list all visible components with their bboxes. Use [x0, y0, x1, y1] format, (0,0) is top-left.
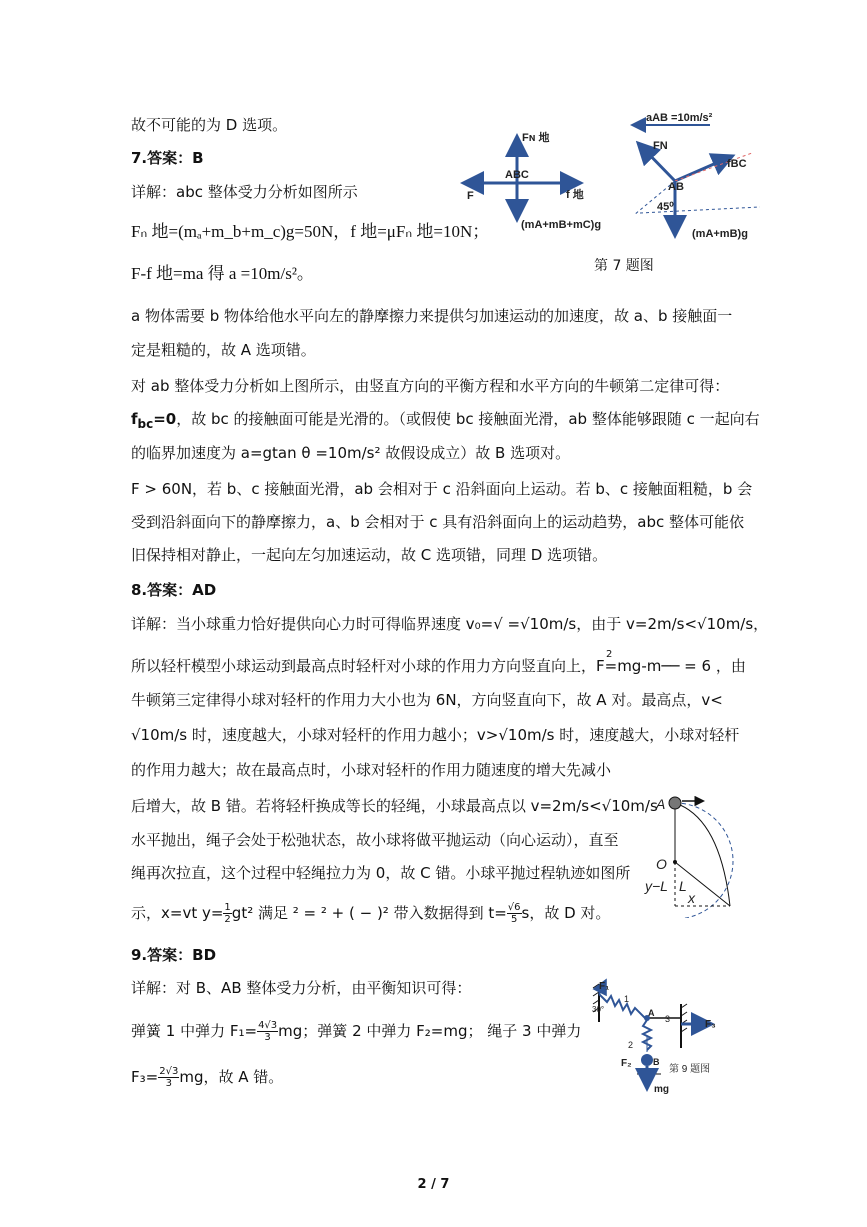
text-segment: s，故 D 对。	[521, 904, 611, 922]
abc-label: ABC	[505, 169, 529, 181]
fn-label: FN	[653, 140, 668, 152]
angle-label: 45⁰	[657, 201, 674, 213]
text-line: 详解：abc 整体受力分析如图所示	[131, 183, 358, 201]
f-ground-label: f 地	[566, 189, 584, 201]
superscript: 2	[606, 649, 613, 660]
fig9-diagram	[585, 978, 725, 1096]
x-label: x	[688, 890, 695, 906]
angle-30-label: 30°	[592, 1005, 605, 1014]
fbc-subscript: bc	[137, 417, 154, 431]
ab-label: AB	[668, 181, 684, 193]
f3-label: F₃	[705, 1019, 716, 1030]
point-o-label: O	[656, 856, 667, 872]
gravity-ab-label: (mA+mB)g	[692, 228, 748, 240]
text-segment: F₃=	[131, 1068, 159, 1086]
formula-line: Fₙ 地=(mₐ+m_b+m_c)g=50N，f 地=μFₙ 地=10N；	[131, 222, 490, 241]
text-line: 水平抛出，绳子会处于松弛状态，故小球将做平抛运动（向心运动），直至	[131, 831, 619, 849]
text-line	[131, 1020, 581, 1043]
fbc-label: fBC	[727, 158, 747, 170]
formula-line: F-f 地=ma 得 a =10m/s²。	[131, 264, 314, 283]
text-line: 受到沿斜面向下的静摩擦力，a、b 会相对于 c 具有沿斜面向上的运动趋势，abc 整体可能依	[131, 513, 744, 531]
fraction: $\frac{√6}{5}$	[507, 902, 521, 925]
text-segment: mg，故 A 错。	[179, 1068, 284, 1086]
rope3-number: 3	[665, 1014, 671, 1024]
text-line: 牛顿第三定律得小球对轻杆的作用力大小也为 6N，方向竖直向下，故 A 对。最高点，v<	[131, 691, 723, 709]
text-line: 所以轻杆模型小球运动到最高点时轻杆对小球的作用力方向竖直向上，F=mg-m── = 6 ，由	[131, 657, 746, 675]
gravity-label: (mA+mB+mC)g	[521, 219, 602, 231]
f-label: F	[467, 190, 474, 202]
text-line: 详解：对 B、AB 整体受力分析，由平衡知识可得：	[131, 979, 472, 997]
text-segment: 弹簧 1 中弹力 F₁=	[131, 1022, 258, 1040]
spring1-number: 1	[624, 994, 630, 1004]
text-line	[131, 409, 760, 434]
l-label: L	[679, 878, 687, 894]
answer-9-heading: 9.答案：BD	[131, 946, 217, 964]
text-line: √10m/s 时，速度越大，小球对轻杆的作用力越小；v>√10m/s 时，速度越大，小球对轻杆	[131, 726, 740, 744]
text-line: a 物体需要 b 物体给他水平向左的静摩擦力来提供匀加速运动的加速度，故 a、b 接触面一	[131, 307, 733, 325]
text-segment: 示，x=vt y=	[131, 904, 224, 922]
text-segment: mg；弹簧 2 中弹力 F₂=mg； 绳子 3 中弹力	[278, 1022, 582, 1040]
answer-8-heading: 8.答案：AD	[131, 581, 217, 599]
text-line: 旧保持相对静止，一起向左匀加速运动，故 C 选项错，同理 D 选项错。	[131, 546, 608, 564]
text-line: 故不可能的为 D 选项。	[131, 116, 288, 134]
page-number: 2 / 7	[417, 1177, 450, 1192]
text-line: 后增大，故 B 错。若将轻杆换成等长的轻绳，小球最高点以 v=2m/s<√10m/s	[131, 797, 658, 815]
fig7-caption: 第 7 题图	[594, 258, 654, 274]
answer-7-heading: 7.答案：B	[131, 149, 204, 167]
text-line: F > 60N，若 b、c 接触面光滑，ab 会相对于 c 沿斜面向上运动。若 b、c 接触面粗糙，b 会	[131, 480, 753, 498]
text-segment: gt² 满足 ² = ² + ( − )² 带入数据得到 t=	[231, 904, 507, 922]
text-line: 绳再次拉直，这个过程中轻绳拉力为 0，故 C 错。小球平抛过程轨迹如图所	[131, 864, 631, 882]
text-line: 详解：当小球重力恰好提供向心力时可得临界速度 v₀=√ =√10m/s，由于 v=2m/s<√10m/s，	[131, 615, 769, 633]
fn-ground-label: Fɴ 地	[522, 132, 550, 144]
acceleration-label: aAB =10m/s²	[646, 112, 713, 124]
fig9-caption: 第 9 题图	[669, 1064, 711, 1075]
spring2-number: 2	[628, 1040, 634, 1050]
fbc-symbol: f	[131, 410, 138, 428]
text-segment: ，故 bc 的接触面可能是光滑的。（或假使 bc 接触面光滑，ab 整体能够跟随 c 一起向右	[176, 410, 760, 428]
f1-label: F₁	[599, 981, 610, 992]
ball-b-label: B	[653, 1057, 660, 1067]
fraction: $\frac{2√3}{3}$	[159, 1066, 179, 1089]
text-line: 对 ab 整体受力分析如上图所示，由竖直方向的平衡方程和水平方向的牛顿第二定律可得：	[131, 377, 730, 395]
text-line: 定是粗糙的，故 A 选项错。	[131, 341, 316, 359]
text-line	[131, 902, 610, 925]
text-line: 的临界加速度为 a=gtan θ =10m/s² 故假设成立）故 B 选项对。	[131, 444, 571, 462]
point-a-label: A	[656, 796, 666, 812]
fraction: $\frac{1}{2}$	[224, 902, 231, 925]
point-a-label: A	[648, 1008, 655, 1018]
fraction: $\frac{4√3}{3}$	[258, 1020, 278, 1043]
y-minus-l-label: y−L	[645, 878, 668, 894]
f2-label: F₂	[621, 1058, 632, 1069]
mg-label: mg	[654, 1084, 669, 1095]
text-line	[131, 1066, 283, 1089]
fbc-value: =0	[153, 410, 177, 428]
text-line: 的作用力越大；故在最高点时，小球对轻杆的作用力随速度的增大先减小	[131, 761, 612, 779]
